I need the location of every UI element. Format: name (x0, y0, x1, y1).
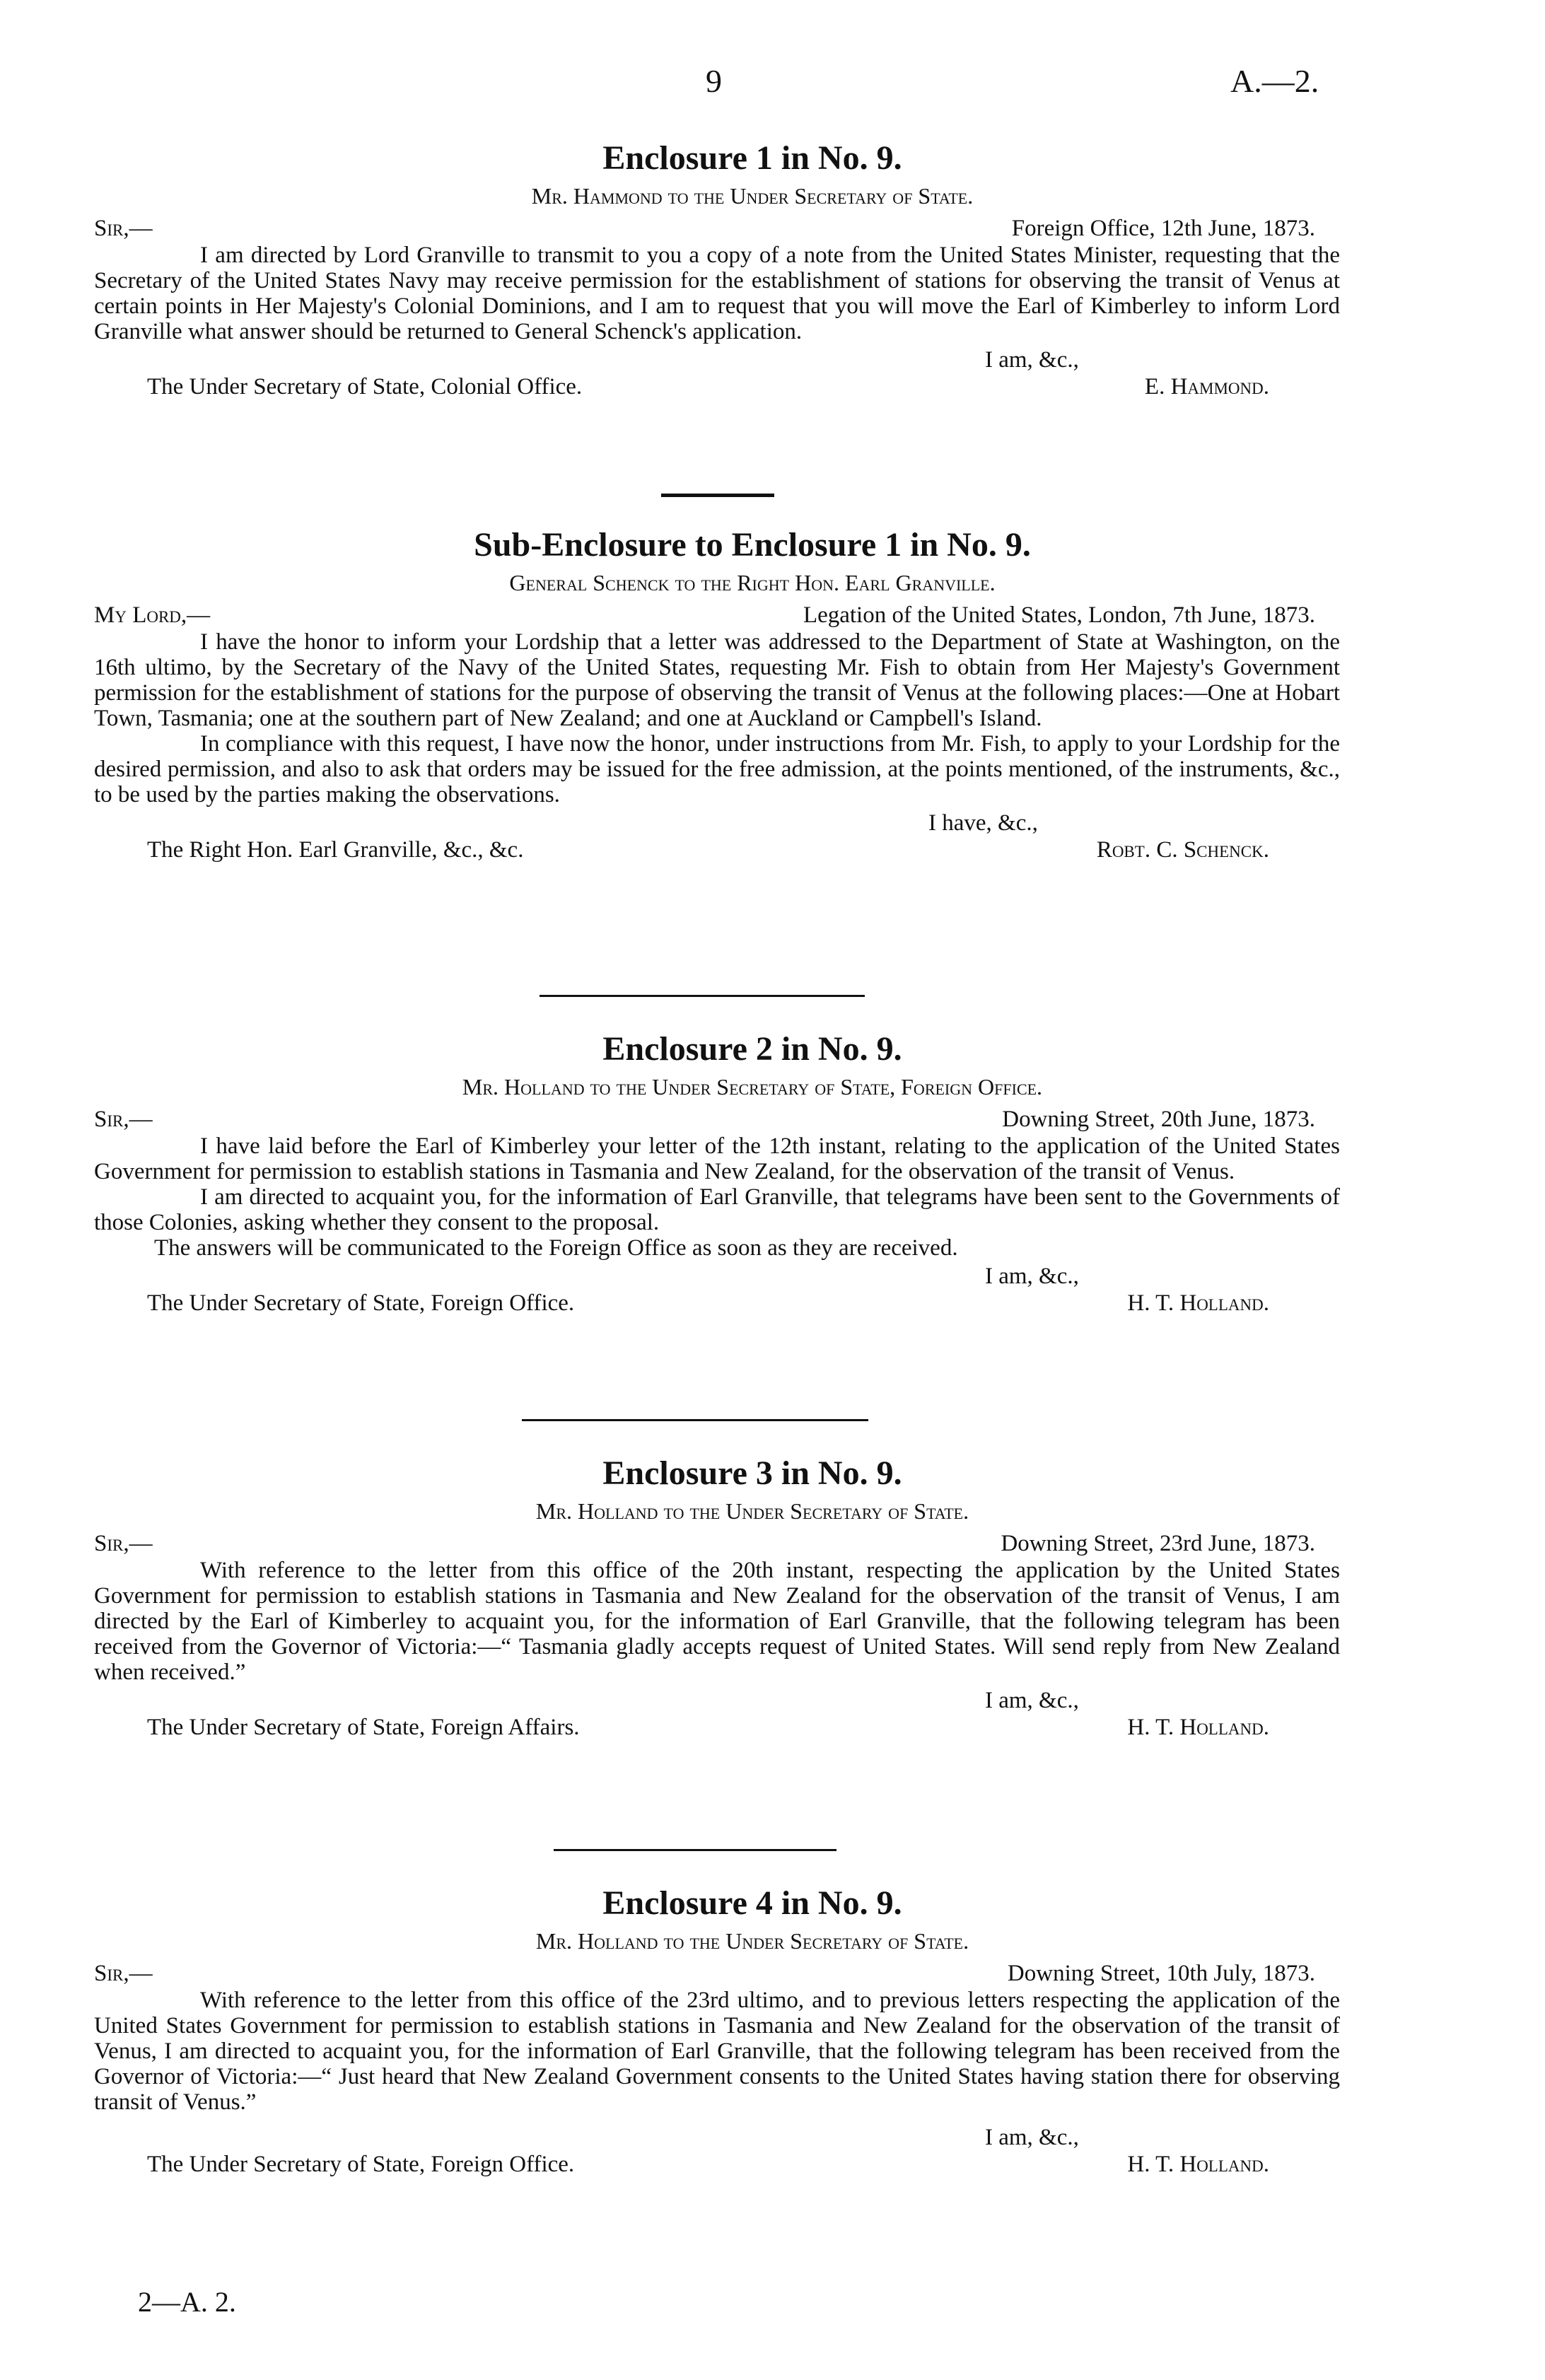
correspondents-line: Mr. Holland to the Under Secretary of State. (535, 1498, 969, 1524)
closing-block (94, 2122, 1340, 2178)
correspondents-line: General Schenck to the Right Hon. Earl Granville. (509, 570, 996, 595)
closing-block (94, 1685, 1340, 1742)
dateline: Downing Street, 10th July, 1873. (1007, 1961, 1315, 1986)
section-heading: Enclosure 4 in No. 9. (602, 1884, 902, 1922)
salutation-row (94, 1529, 1340, 1558)
section-divider (554, 1849, 836, 1851)
letter-paragraph: I have the honor to inform your Lordship that a letter was addressed to the Department of State at Washington, on the 16th ultimo, by the Secretary of the Navy of the United States, requesting Mr. Fish to obtain from Her Majesty's Government permission for the establishment of stations for the purpose of observing the transit of Venus at the following places:—One at Hobart Town, Tasmania; one at the southern part of New Zealand; and one at Auckland or Campbell's Island. (94, 629, 1340, 731)
correspondents-line: Mr. Hammond to the Under Secretary of State. (531, 183, 974, 209)
printer-signature-mark: 2—A. 2. (138, 2286, 236, 2318)
salutation-row (94, 601, 1340, 629)
recipient: The Right Hon. Earl Granville, &c., &c. (147, 837, 524, 863)
closing-phrase: I am, &c., (985, 2125, 1079, 2150)
closing-phrase: I am, &c., (985, 1264, 1079, 1289)
correspondents-line: Mr. Holland to the Under Secretary of State, Foreign Office. (462, 1074, 1043, 1099)
recipient: The Under Secretary of State, Foreign Affairs. (147, 1715, 580, 1740)
letter-paragraph: The answers will be communicated to the Foreign Office as soon as they are received. (154, 1235, 958, 1261)
recipient: The Under Secretary of State, Foreign Office. (147, 2152, 575, 2177)
salutation: Sir,— (94, 1531, 153, 1556)
letter-paragraph: In compliance with this request, I have now the honor, under instructions from Mr. Fish, to apply to your Lordship for the desired permission, and also to ask that orders may be issued for the free admission, at the points mentioned, of the instruments, &c., to be used by the parties making the observations. (94, 731, 1340, 807)
section-divider (522, 1419, 868, 1421)
paper-reference: A.—2. (1230, 63, 1319, 99)
signer: E. Hammond. (1144, 374, 1269, 399)
letter-paragraph: I am directed to acquaint you, for the information of Earl Granville, that telegrams have been sent to the Governments of those Colonies, asking whether they consent to the proposal. (94, 1184, 1340, 1235)
dateline: Foreign Office, 12th June, 1873. (1011, 216, 1315, 241)
closing-phrase: I am, &c., (985, 1688, 1079, 1713)
closing-phrase: I am, &c., (985, 347, 1079, 373)
section-heading: Enclosure 2 in No. 9. (602, 1030, 902, 1068)
section-divider (540, 995, 865, 997)
letter-paragraph: I have laid before the Earl of Kimberley your letter of the 12th instant, relating to the application of the United States Government for permission to establish stations in Tasmania and New Zealand, for the observation of the transit of Venus. (94, 1133, 1340, 1184)
signer: H. T. Holland. (1127, 1715, 1269, 1740)
letter-paragraph: I am directed by Lord Granville to transmit to you a copy of a note from the United States Minister, requesting that the Secretary of the United States Navy may receive permission for the establishment of stations for observing the transit of Venus at certain points in Her Majesty's Colonial Dominions, and I am to request that you will move the Earl of Kimberley to inform Lord Granville what answer should be returned to General Schenck's application. (94, 243, 1340, 344)
salutation: My Lord,— (94, 602, 211, 628)
signer: H. T. Holland. (1127, 2152, 1269, 2177)
enclosure-2 (94, 1029, 1340, 1317)
closing-block (94, 1261, 1340, 1317)
closing-phrase: I have, &c., (928, 810, 1038, 836)
section-divider (661, 494, 774, 497)
enclosure-3 (94, 1453, 1340, 1742)
recipient: The Under Secretary of State, Colonial Office. (147, 374, 583, 399)
salutation-row (94, 214, 1340, 243)
salutation: Sir,— (94, 1107, 153, 1132)
salutation-row (94, 1959, 1340, 1988)
salutation: Sir,— (94, 1961, 153, 1986)
enclosure-4 (94, 1883, 1340, 2178)
sub-enclosure-1 (94, 525, 1340, 864)
closing-block (94, 807, 1340, 864)
recipient: The Under Secretary of State, Foreign Office. (147, 1290, 575, 1316)
salutation: Sir,— (94, 216, 153, 241)
enclosure-1 (94, 138, 1340, 401)
letter-paragraph: With reference to the letter from this office of the 23rd ultimo, and to previous letters respecting the application of the United States Government for permission to establish stations in Tasmania and New Zealand for the observation of the transit of Venus, I am directed to acquaint you, for the information of Earl Granville, that the following telegram has been received from the Governor of Victoria:—“ Just heard that New Zealand Government consents to the United States having station there for observing transit of Venus.” (94, 1988, 1340, 2115)
section-heading: Enclosure 3 in No. 9. (602, 1454, 902, 1492)
letter-paragraph: With reference to the letter from this office of the 20th instant, respecting the application by the United States Government for permission to establish stations in Tasmania and New Zealand for the observation of the transit of Venus, I am directed by the Earl of Kimberley to acquaint you, for the information of Earl Granville, that the following telegram has been received from the Governor of Victoria:—“ Tasmania gladly accepts request of United States. Will send reply from New Zealand when received.” (94, 1558, 1340, 1685)
correspondents-line: Mr. Holland to the Under Secretary of State. (535, 1928, 969, 1954)
dateline: Legation of the United States, London, 7th June, 1873. (803, 602, 1315, 628)
page-number: 9 (706, 63, 722, 99)
signer: Robt. C. Schenck. (1096, 837, 1269, 863)
closing-block (94, 344, 1340, 401)
section-heading: Sub-Enclosure to Enclosure 1 in No. 9. (474, 526, 1031, 564)
section-heading: Enclosure 1 in No. 9. (602, 139, 902, 177)
dateline: Downing Street, 20th June, 1873. (1002, 1107, 1315, 1132)
signer: H. T. Holland. (1127, 1290, 1269, 1316)
dateline: Downing Street, 23rd June, 1873. (1001, 1531, 1315, 1556)
salutation-row (94, 1105, 1340, 1133)
